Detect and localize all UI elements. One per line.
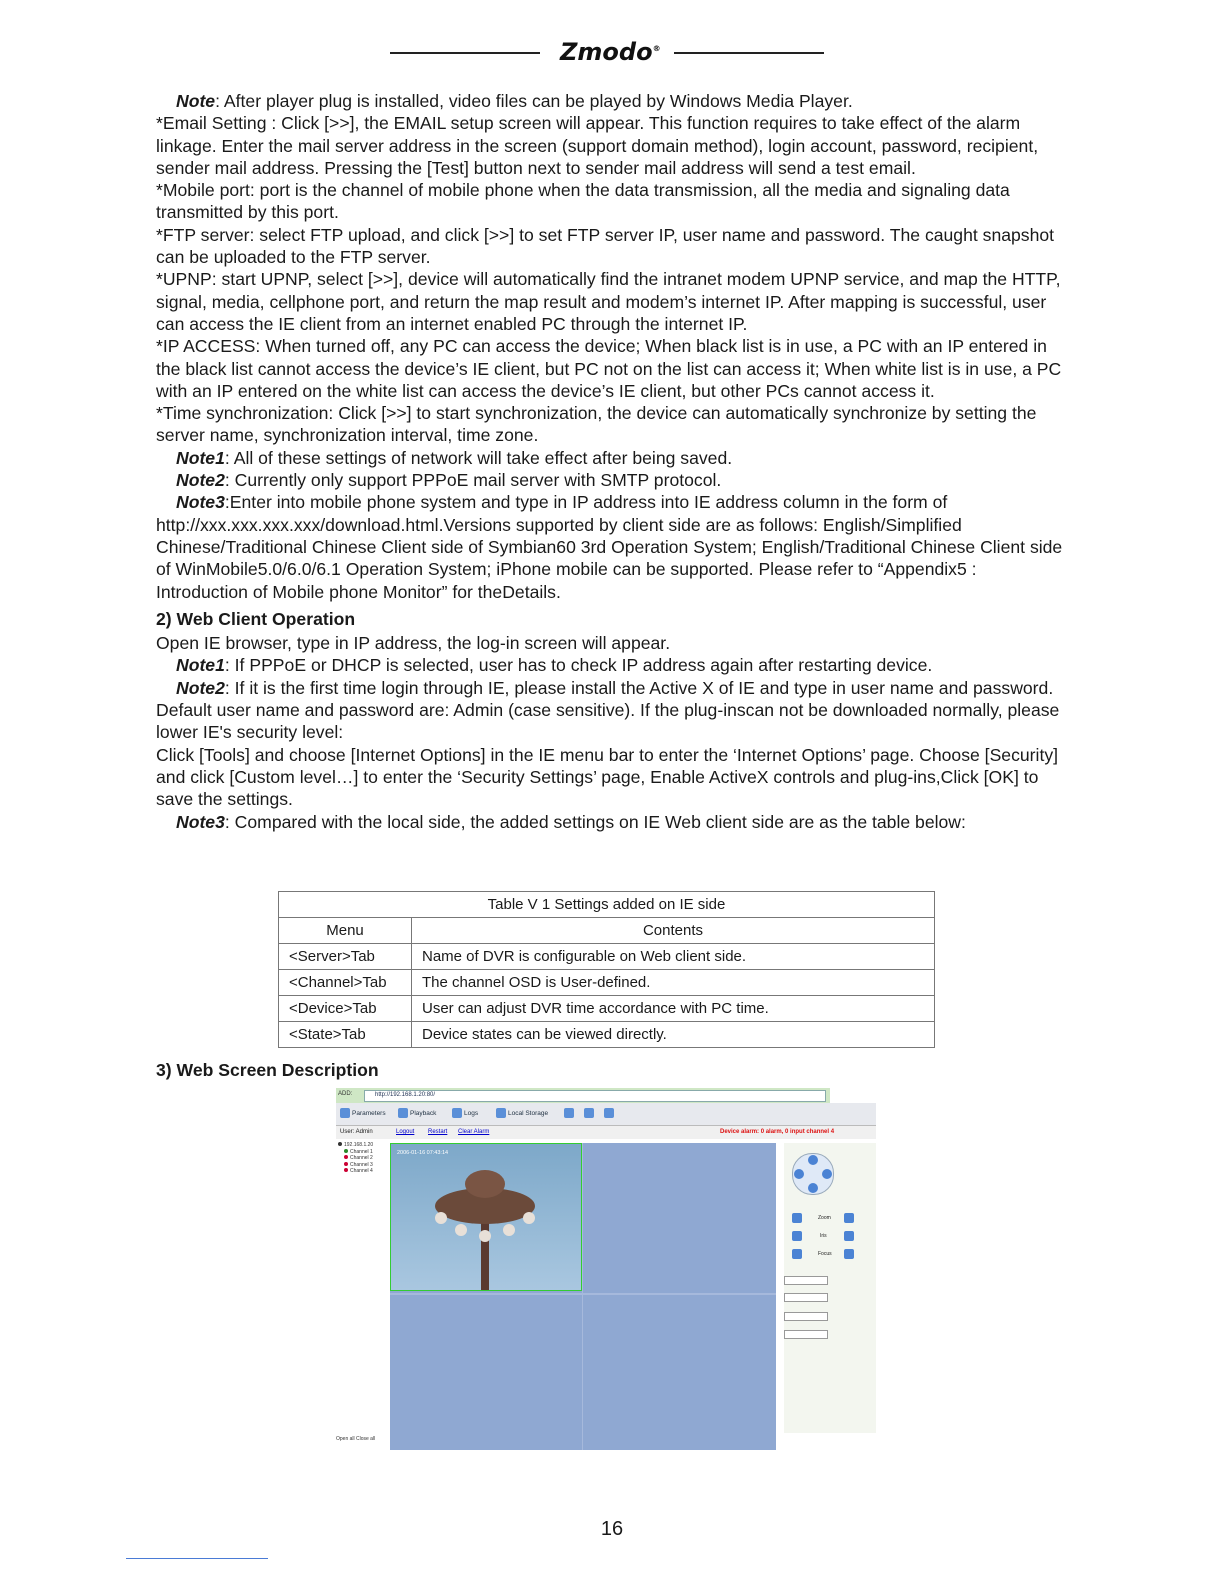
paragraph-text: *Time synchronization: Click [>>] to start synchronization, the device can automatically synchronize by setting the server name, synchronization interval, time zone. bbox=[156, 403, 1037, 446]
split-icon bbox=[604, 1108, 614, 1118]
note-label: Note bbox=[176, 91, 216, 111]
zoom-label: Zoom bbox=[818, 1215, 831, 1221]
paragraph bbox=[156, 335, 1066, 402]
web-client-screenshot bbox=[336, 1088, 876, 1450]
video-divider bbox=[582, 1143, 583, 1450]
video-divider bbox=[390, 1293, 776, 1295]
paragraph bbox=[156, 224, 1066, 269]
user-bar bbox=[336, 1126, 876, 1139]
paragraph-text: If it is the first time login through IE, please install the Active X of IE and type in user name and password. Default user name and password are: Admin (case sensitive). If the plug-inscan not be downloaded normally, please lower IE's security level: bbox=[156, 677, 1060, 743]
body-text bbox=[156, 90, 1066, 833]
paragraph: Note2: Currently only support PPPoE mail server with SMTP protocol. bbox=[176, 470, 722, 491]
toolbar-parameters: Parameters bbox=[352, 1110, 386, 1117]
tower-image bbox=[391, 1144, 581, 1290]
paragraph-text: Currently only support PPPoE mail server with SMTP protocol. bbox=[234, 470, 722, 491]
header-rule-left bbox=[390, 52, 540, 54]
tree-channel: Channel 3 bbox=[338, 1162, 386, 1169]
paragraph-text: Compared with the local side, the added settings on IE Web client side are as the table below: bbox=[234, 811, 966, 832]
video-grid bbox=[390, 1143, 776, 1450]
ptz-select bbox=[784, 1276, 828, 1285]
playback-icon bbox=[398, 1108, 408, 1118]
settings-table bbox=[278, 891, 935, 1048]
record-icon bbox=[584, 1108, 594, 1118]
paragraph-text: All of these settings of network will take effect after being saved. bbox=[233, 447, 733, 468]
paragraph bbox=[156, 744, 1066, 811]
paragraph-text: Click [Tools] and choose [Internet Options] in the IE menu bar to enter the ‘Internet Options’ page. Choose [Security] and click [Custom level…] to enter the ‘Security Settings’ page, Enable ActiveX controls and plug-ins,Click [OK] to save the settings. bbox=[156, 744, 1059, 810]
page-number: 16 bbox=[600, 1518, 624, 1540]
table-cell: <Server>Tab bbox=[279, 944, 412, 970]
paragraph-text: *UPNP: start UPNP, select [>>], device will automatically find the intranet modem UPNP service, and map the HTTP, signal, media, cellphone port, and return the map result and modem’s internet IP. After mapping is successful, user can access the IE client from an internet enabled PC through the internet IP. bbox=[156, 269, 1061, 334]
parameters-icon bbox=[340, 1108, 350, 1118]
table-cell: Name of DVR is configurable on Web client side. bbox=[412, 944, 935, 970]
alarm-status: Device alarm: 0 alarm, 0 input channel 4 bbox=[720, 1129, 835, 1135]
toolbar-playback: Playback bbox=[410, 1110, 437, 1117]
ptz-select bbox=[784, 1293, 828, 1302]
tree-channel: Channel 1 bbox=[338, 1149, 386, 1156]
local-storage-icon bbox=[496, 1108, 506, 1118]
zoom-in-button bbox=[844, 1213, 854, 1223]
paragraph-text: Enter into mobile phone system and type in IP address into IE address column in the form of http://xxx.xxx.xxx.xxx/download.html.Versions supported by client side are as follows: English/Simplified Chinese/Traditional Chinese Client side of Symbian60 3rd Operation System; English/Traditional Chinese Client side of WinMobile5.0/6.0/6.1 Operation System; iPhone mobile can be supported. Please refer to “Appendix5 : Introduction of Mobile phone Monitor” for theDetails. bbox=[156, 492, 1063, 602]
paragraph bbox=[156, 268, 1066, 335]
address-bar bbox=[336, 1088, 830, 1103]
capture-icon bbox=[564, 1108, 574, 1118]
table-caption: Table V 1 Settings added on IE side bbox=[279, 892, 935, 918]
table-header-menu: Menu bbox=[279, 918, 412, 944]
paragraph-text: Open IE browser, type in IP address, the log-in screen will appear. bbox=[156, 633, 671, 654]
tree-channel: Channel 2 bbox=[338, 1155, 386, 1162]
paragraph: Note1: All of these settings of network will take effect after being saved. bbox=[176, 447, 733, 468]
focus-label: Focus bbox=[818, 1251, 832, 1257]
paragraph-text: *FTP server: select FTP upload, and click [>>] to set FTP server IP, user name and password. The caught snapshot can be uploaded to the FTP server. bbox=[156, 224, 1055, 268]
iris-out-button bbox=[792, 1231, 802, 1241]
page-header bbox=[390, 38, 824, 66]
table-header-contents: Contents bbox=[412, 918, 935, 944]
table-row bbox=[279, 996, 935, 1022]
address-url: http://192.168.1.20:80/ bbox=[375, 1092, 436, 1098]
ptz-joystick bbox=[792, 1153, 834, 1195]
footer-rule bbox=[126, 1558, 268, 1559]
user-label: User: Admin bbox=[340, 1129, 373, 1135]
paragraph: Note3: Compared with the local side, the added settings on IE Web client side are as the table below: bbox=[176, 811, 966, 832]
paragraph bbox=[156, 112, 1066, 179]
note-label: Note2 bbox=[176, 470, 225, 491]
focus-out-button bbox=[792, 1249, 802, 1259]
brand-logo: Zmodo® bbox=[560, 38, 661, 66]
toolbar-logs: Logs bbox=[464, 1110, 479, 1117]
table-cell: <Channel>Tab bbox=[279, 970, 412, 996]
table-row bbox=[279, 944, 935, 970]
paragraph bbox=[156, 179, 1066, 224]
iris-in-button bbox=[844, 1231, 854, 1241]
paragraph: Note2: If it is the first time login through IE, please install the Active X of IE and type in user name and password. Default user name and password are: Admin (case sensitive). If the plug-inscan not be downloaded normally, please lower IE's security level: bbox=[156, 677, 1060, 743]
address-label: ADD: bbox=[338, 1091, 353, 1097]
address-input bbox=[364, 1090, 826, 1102]
restart-link: Restart bbox=[428, 1129, 448, 1135]
paragraph-text: *IP ACCESS: When turned off, any PC can access the device; When black list is in use, a PC with an IP entered in the black list cannot access the device’s IE client, but PC not on the list can access it; When white list is in use, a PC with an IP entered on the white list can access the device’s IE client, but other PCs cannot access it. bbox=[156, 336, 1062, 401]
note-label: Note2 bbox=[176, 677, 225, 698]
clear-alarm-link: Clear Alarm bbox=[458, 1129, 490, 1135]
video-pane-1 bbox=[390, 1143, 582, 1291]
paragraph bbox=[156, 632, 1066, 654]
focus-in-button bbox=[844, 1249, 854, 1259]
note-label: Note1 bbox=[176, 655, 225, 676]
iris-label: Iris bbox=[820, 1233, 827, 1239]
tree-channel: Channel 4 bbox=[338, 1168, 386, 1175]
tree-root: 192.168.1.20 bbox=[338, 1142, 386, 1149]
table-row bbox=[279, 1022, 935, 1048]
paragraph-text: If PPPoE or DHCP is selected, user has to check IP address again after restarting device. bbox=[234, 655, 933, 676]
note-label: Note3 bbox=[176, 811, 225, 832]
section-heading-web-screen: 3) Web Screen Description bbox=[156, 1060, 379, 1080]
paragraph: Note: After player plug is installed, video files can be played by Windows Media Player. bbox=[176, 91, 853, 111]
table-cell: The channel OSD is User-defined. bbox=[412, 970, 935, 996]
web-client-paragraphs bbox=[156, 632, 1066, 833]
web-toolbar bbox=[336, 1103, 876, 1126]
table-cell: User can adjust DVR time accordance with PC time. bbox=[412, 996, 935, 1022]
toolbar-local-storage: Local Storage bbox=[508, 1110, 549, 1117]
note-label: Note3 bbox=[176, 492, 225, 513]
channel-tree bbox=[338, 1142, 386, 1182]
paragraph-text: After player plug is installed, video files can be played by Windows Media Player. bbox=[223, 91, 853, 111]
section-heading-web-client: 2) Web Client Operation bbox=[156, 608, 356, 629]
logout-link: Logout bbox=[396, 1129, 415, 1135]
ptz-select bbox=[784, 1330, 828, 1339]
table-row bbox=[279, 970, 935, 996]
ptz-control-panel bbox=[784, 1143, 876, 1433]
note-label: Note1 bbox=[176, 447, 225, 468]
paragraph: Note3:Enter into mobile phone system and type in IP address into IE address column in the form of http://xxx.xxx.xxx.xxx/download.html.Versions supported by client side are as follows: English/Simplified Chinese/Traditional Chinese Client side of Symbian60 3rd Operation System; English/Traditional Chinese Client side of WinMobile5.0/6.0/6.1 Operation System; iPhone mobile can be supported. Please refer to “Appendix5 : Introduction of Mobile phone Monitor” for theDetails. bbox=[156, 492, 1063, 602]
table-cell: Device states can be viewed directly. bbox=[412, 1022, 935, 1048]
ptz-select bbox=[784, 1312, 828, 1321]
zoom-out-button bbox=[792, 1213, 802, 1223]
table-cell: <Device>Tab bbox=[279, 996, 412, 1022]
paragraph: Note1: If PPPoE or DHCP is selected, user has to check IP address again after restarting device. bbox=[176, 655, 933, 676]
paragraph-text: *Mobile port: port is the channel of mobile phone when the data transmission, all the media and signaling data transmitted by this port. bbox=[156, 180, 1010, 223]
video-timestamp: 2006-01-16 07:43:14 bbox=[397, 1150, 449, 1156]
paragraph-text: *Email Setting : Click [>>], the EMAIL setup screen will appear. This function requires to take effect of the alarm linkage. Enter the mail server address in the screen (support domain method), login account, password, recipient, sender mail address. Pressing the [Test] button next to sender mail address will send a test email. bbox=[156, 113, 1039, 178]
logs-icon bbox=[452, 1108, 462, 1118]
tree-footer: Open all Close all bbox=[336, 1436, 376, 1442]
header-rule-right bbox=[674, 52, 824, 54]
paragraph bbox=[156, 402, 1066, 447]
table-cell: <State>Tab bbox=[279, 1022, 412, 1048]
network-settings-paragraphs bbox=[156, 90, 1066, 603]
